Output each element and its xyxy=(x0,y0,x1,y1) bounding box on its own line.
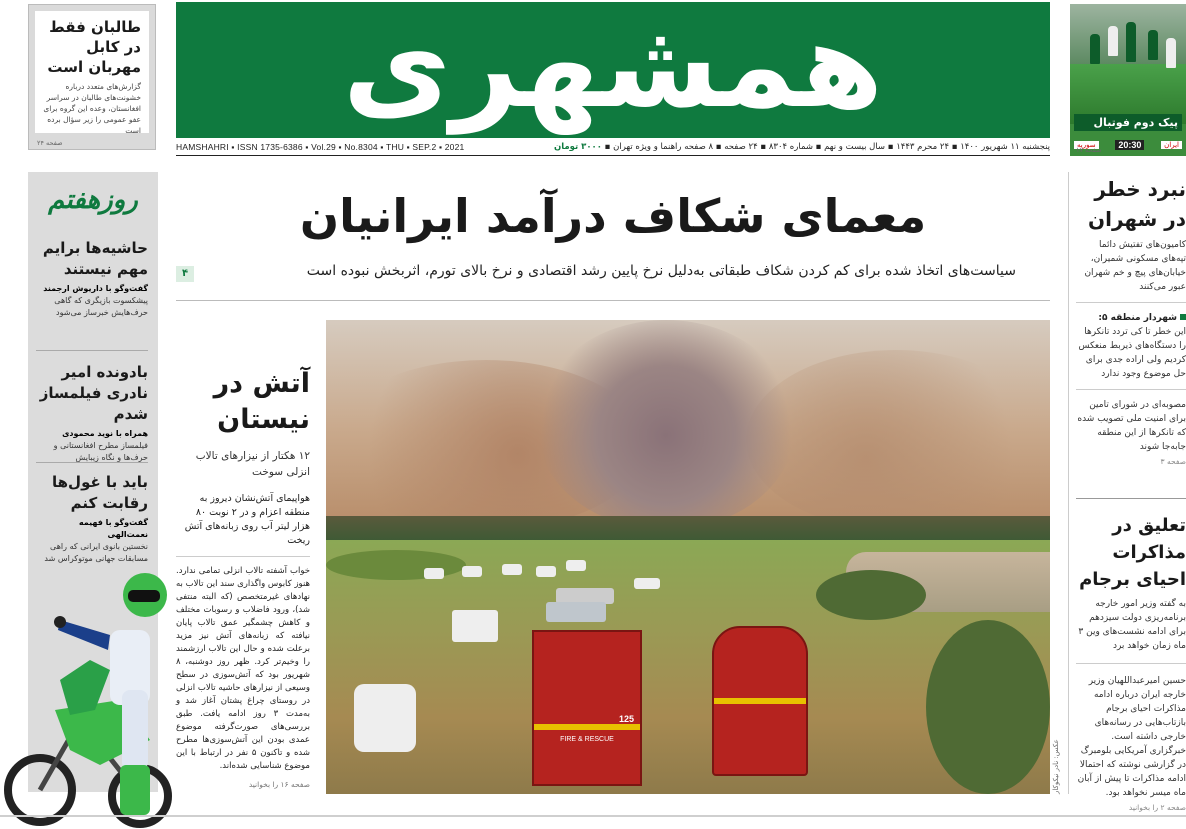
photo-car xyxy=(634,578,660,589)
team-iran: ایران xyxy=(1161,141,1182,149)
fire-story-lead: هواپیمای آتش‌نشان دیروز به منطقه اعزام و در ۲ نوبت ۸۰ هزار لیتر آب روی زبانه‌های آتش ریخت xyxy=(184,493,310,546)
photo-car xyxy=(536,566,556,577)
right-story-barjam-extra: حسین امیرعبداللهیان وزیر خارجه ایران درباره ادامه مذاکرات احیای برجام بازتاب‌هایی در رسانه‌های خارجی داشته است. خبرگزاری آمریکایی بلومبرگ در گزارشی نوشته که احتمالا ادامه مذاکرات تا پیش از آبان ماه میسر نخواهد بود. xyxy=(1077,676,1186,798)
fire-story-page-link[interactable]: صفحه ۱۶ را بخوانید xyxy=(248,780,310,789)
team-syria: سوریه xyxy=(1074,141,1099,149)
right-separator xyxy=(1076,663,1186,664)
football-player xyxy=(1090,34,1100,64)
right-separator xyxy=(1076,498,1186,499)
right-story-barjam-text: به گفته وزیر امور خارجه برنامه‌ریزی دولت سیزدهم برای ادامه نشست‌های وین ۳ ماه زمان خواهد برد xyxy=(1078,599,1186,651)
football-player xyxy=(1126,22,1136,62)
right-separator xyxy=(1076,302,1186,303)
motocross-rider-image xyxy=(0,560,180,829)
right-story-tehran[interactable] xyxy=(1076,174,1186,466)
teaser-taliban-text: گزارش‌های متعدد درباره خشونت‌های طالبان در سراسر افغانستان، وعده این گروه برای عفو عمومی را زیر سؤال برده است xyxy=(43,82,141,135)
truck-number: 125 xyxy=(618,714,634,724)
bottom-fold-rule xyxy=(0,815,1186,817)
left-item-3[interactable] xyxy=(36,472,148,565)
fire-story-rule xyxy=(176,556,310,557)
dateline xyxy=(176,140,1050,154)
photo-bush xyxy=(326,550,466,580)
fire-story-subtitle: ۱۲ هکتار از نیزارهای تالاب انزلی سوخت xyxy=(195,450,310,478)
right-story-barjam-page[interactable]: صفحه ۲ را بخوانید xyxy=(1128,803,1186,812)
right-story-tehran-page[interactable]: صفحه ۳ xyxy=(1160,457,1186,466)
right-column-rule xyxy=(1068,172,1069,794)
teaser-taliban[interactable] xyxy=(28,4,156,150)
fire-story-title[interactable]: آتش در نیستان xyxy=(213,368,310,435)
left-item-lead: گفت‌وگو با فهیمه نعمت‌الهی xyxy=(78,518,148,539)
right-story-tehran-subtitle-text: شهردار منطقه ۵: xyxy=(1098,313,1177,323)
left-item-text xyxy=(34,428,148,464)
headline-page-number[interactable]: ۴ xyxy=(176,266,194,282)
left-item-title: بادونده امیر نادری فیلمساز شدم xyxy=(39,363,148,423)
dateline-rule xyxy=(176,155,1050,156)
teaser-taliban-title: طالبان فقط در کابل مهربان است xyxy=(47,18,141,76)
masthead-title: همشهری xyxy=(342,2,884,134)
left-item-lead: گفت‌وگو با داریوش ارجمند xyxy=(43,284,148,293)
left-item-body: پیشکسوت بازیگری که گاهی حرف‌هایش خبرساز می‌شود xyxy=(54,296,148,317)
price: ۳۰۰۰ تومان xyxy=(553,142,602,152)
photo-bush xyxy=(926,620,1050,794)
left-item-2[interactable] xyxy=(34,362,148,464)
square-bullet-icon xyxy=(1180,314,1186,320)
photo-car xyxy=(502,564,522,575)
football-player xyxy=(1148,30,1158,60)
dateline-latin: HAMSHAHRI ▪ ISSN 1735-6386 ▪ Vol.29 ▪ No.8304 ▪ THU ▪ SEP.2 ▪ 2021 xyxy=(176,142,465,152)
photo-car xyxy=(424,568,444,579)
left-item-text xyxy=(36,517,148,565)
masthead-logo[interactable] xyxy=(176,2,1050,138)
right-story-tehran-subtitle xyxy=(1076,311,1186,325)
right-story-tehran-subtext: این خطر تا کی تردد تانکرها را دستگاه‌های ذیربط منعکس کردیم ولی اراده جدی برای حل موضوع وجود ندارد xyxy=(1078,327,1186,379)
headline-rule xyxy=(176,300,1050,301)
photo-treeline xyxy=(326,516,1050,540)
dateline-persian xyxy=(554,142,1050,152)
teaser-football-page: صفحه ۱۷ xyxy=(1076,146,1102,154)
photo-tanker-truck xyxy=(712,626,808,776)
right-story-barjam-title: تعلیق در مذاکرات احیای برجام xyxy=(1079,515,1186,590)
right-story-barjam[interactable] xyxy=(1076,512,1186,812)
photo-bush xyxy=(816,570,926,620)
fire-story-body: خواب آشفته تالاب انزلی تمامی ندارد. هنوز کابوس واگذاری سند این تالاب به نهادهای غیرمتخصص (که البته منتفی شد)، ورود فاضلاب و رسوبات مختلف و کاهش چشمگیر عمق تالاب پایان نیافته که زبانه‌های آتش نیز مزید برعلت شده و حال این تالاب ارزشمند را وخیم‌تر کرد. ظهر روز دوشنبه، ۸ شهریور بود که آتش‌سوزی در سطح وسیعی از نیزارهای حاشیه تالاب انزلی در روستای چراغ‌ پشتان آغاز شد و به‌مدت ۳ روز ادامه یافت. طبق بررسی‌های صورت‌گرفته موضوع عمدی بودن این آتش‌سوزی‌ها مطرح شده و تاکنون ۵ نفر در ارتباط با این موضوع شناسایی شده‌اند. xyxy=(176,566,310,771)
football-caption: پیک دوم فوتبال xyxy=(1074,114,1182,131)
football-player xyxy=(1166,38,1176,68)
main-subheadline: سیاست‌های اتخاذ شده برای کم کردن شکاف طبقاتی به‌دلیل نرخ پایین رشد اقتصادی و نرخ بالای تورم، اثربخش نبوده است xyxy=(306,263,1016,279)
left-item-text xyxy=(36,283,148,319)
photo-car xyxy=(462,566,482,577)
right-story-tehran-text: کامیون‌های تفتیش دائما تپه‌های مسکونی شمیران، خیابان‌های پیچ و خم شهران عبور می‌کنند xyxy=(1084,240,1186,292)
photo-credit: عکس: نادر نیکوکار xyxy=(1052,739,1060,794)
left-item-body: فیلمساز مطرح افغانستانی و حرف‌ها و نگاه زیبایش xyxy=(53,441,148,462)
main-photo-wetland-fire[interactable] xyxy=(326,320,1050,794)
photo-car xyxy=(354,684,416,752)
left-separator xyxy=(36,462,148,463)
photo-smoke-column xyxy=(536,320,796,530)
photo-car xyxy=(546,602,606,622)
photo-fire-truck xyxy=(532,630,642,786)
rooz-haftom-logo[interactable]: روزهفتم xyxy=(48,185,138,215)
football-player xyxy=(1108,26,1118,56)
teaser-taliban-page: صفحه ۲۴ xyxy=(37,139,63,147)
left-item-title: باید با غول‌ها رقابت کنم xyxy=(52,473,148,512)
left-separator xyxy=(36,350,148,351)
truck-label: FIRE & RESCUE xyxy=(560,736,614,743)
left-item-lead: همراه با نوید محمودی xyxy=(62,429,148,438)
right-story-tehran-extra: مصوبه‌ای در شورای تامین برای امنیت ملی تصویب شده که تانکرها از این منطقه جابه‌جا شوند xyxy=(1077,400,1186,452)
main-headline[interactable]: معمای شکاف درآمد ایرانیان xyxy=(299,189,927,243)
match-time: 20:30 xyxy=(1115,140,1144,150)
left-item-title: حاشیه‌ها برایم مهم نیستند xyxy=(42,239,148,278)
truck-stripe xyxy=(714,698,806,704)
truck-stripe xyxy=(534,724,640,730)
photo-car xyxy=(452,610,498,642)
teaser-football[interactable] xyxy=(1070,4,1186,156)
photo-car xyxy=(566,560,586,571)
right-separator xyxy=(1076,389,1186,390)
left-item-1[interactable] xyxy=(36,238,148,319)
dateline-persian-text: پنجشنبه ۱۱ شهریور ۱۴۰۰ ▪ ۲۴ محرم ۱۴۴۳ ▪ سال بیست و نهم ▪ شماره ۸۳۰۴ ▪ ۲۴ صفحه ▪ ۸ صفحه راهنما و ویژه تهران ▪ xyxy=(604,142,1050,152)
left-item-body: نخستین بانوی ایرانی که راهی مسابقات جهانی موتوکراس شد xyxy=(44,542,148,563)
right-story-tehran-title: نبرد خطر در شهران xyxy=(1088,177,1186,231)
